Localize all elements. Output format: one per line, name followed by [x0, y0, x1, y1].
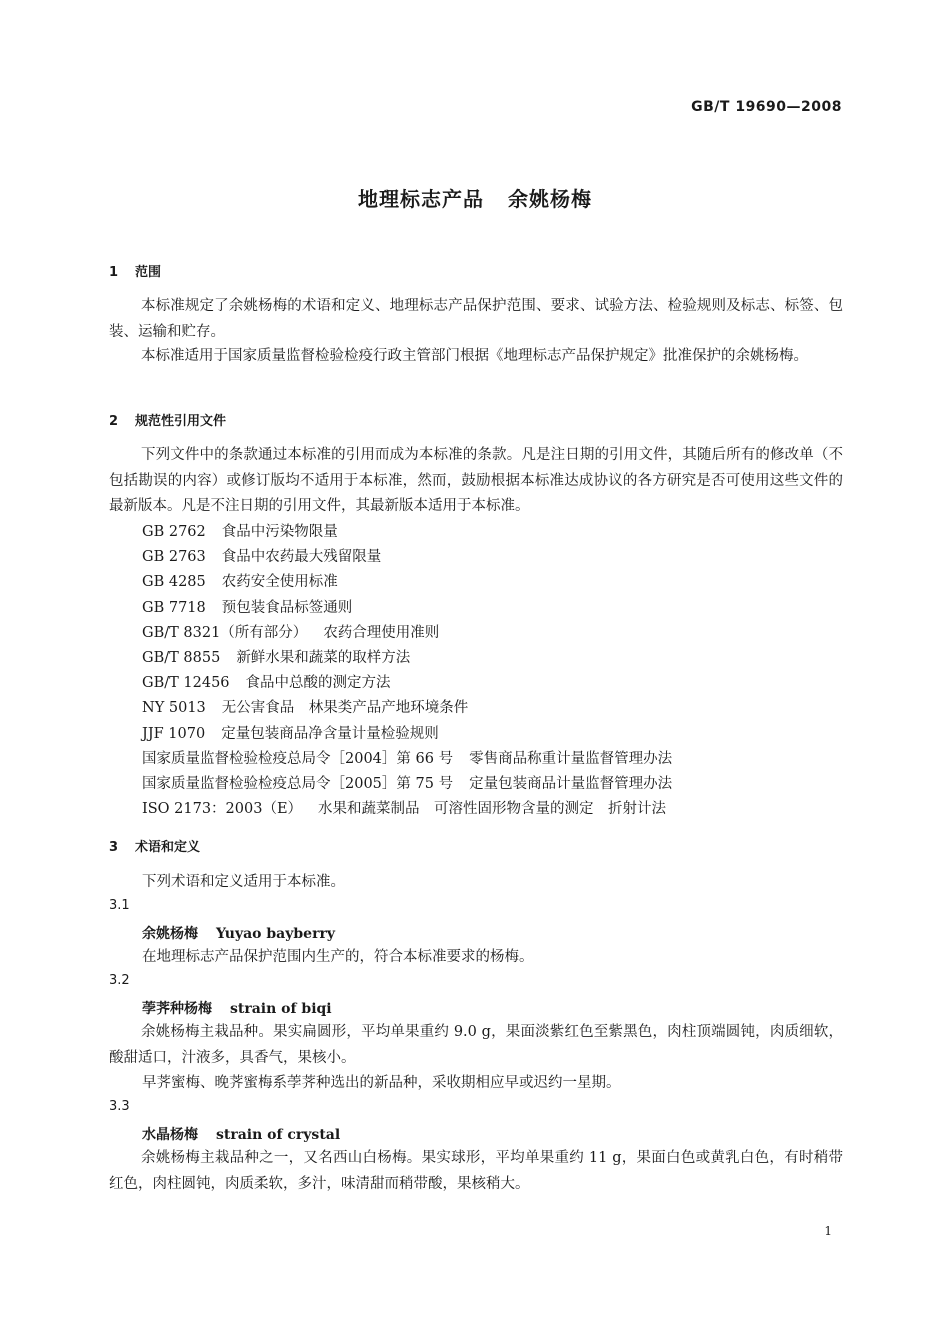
- reference-code: GB 4285: [142, 574, 206, 591]
- reference-code: GB/T 8855: [142, 649, 221, 666]
- reference-code: GB 2763: [142, 549, 206, 566]
- reference-item: [142, 570, 672, 595]
- reference-title: 无公害食品 林果类产品产地环境条件: [221, 700, 469, 717]
- title-part-2: 余姚杨梅: [508, 187, 592, 211]
- reference-title: 农药安全使用标准: [221, 574, 338, 591]
- term-cn: 余姚杨梅: [142, 926, 198, 942]
- reference-code: GB 7718: [142, 599, 206, 616]
- reference-item: [142, 621, 672, 646]
- reference-item: [142, 696, 672, 721]
- term-3-1-definition: 在地理标志产品保护范围内生产的，符合本标准要求的杨梅。: [142, 949, 534, 965]
- term-3-1-title: [142, 923, 335, 943]
- term-cn: 水晶杨梅: [142, 1127, 198, 1143]
- term-3-3-title: [142, 1124, 340, 1144]
- term-cn: 荸荠种杨梅: [142, 1001, 212, 1017]
- section-number: 1: [109, 265, 119, 280]
- section-1-paragraph-2: 本标准适用于国家质量监督检验检疫行政主管部门根据《地理标志产品保护规定》批准保护的余姚杨梅。: [141, 348, 808, 364]
- reference-code: 国家质量监督检验检疫总局令［2004］第 66 号: [142, 750, 454, 767]
- reference-title: 零售商品称重计量监督管理办法: [469, 750, 673, 767]
- reference-title: 食品中总酸的测定方法: [245, 675, 391, 692]
- reference-title: 定量包装商品计量监督管理办法: [469, 775, 673, 792]
- term-3-3-number: 3.3: [109, 1099, 130, 1114]
- reference-item: [142, 520, 672, 545]
- term-3-2-definition-2: 早荠蜜梅、晚荠蜜梅系荸荠种选出的新品种，采收期相应早或迟约一星期。: [142, 1075, 621, 1091]
- reference-title: 水果和蔬菜制品 可溶性固形物含量的测定 折射计法: [318, 801, 667, 818]
- reference-item: [142, 545, 672, 570]
- reference-title: 定量包装商品净含量计量检验规则: [221, 725, 439, 742]
- section-2-heading: [109, 410, 226, 429]
- reference-title: 食品中污染物限量: [221, 524, 338, 540]
- reference-title: 食品中农药最大残留限量: [221, 549, 382, 566]
- section-number: 2: [109, 414, 119, 429]
- reference-code: GB/T 8321（所有部分）: [142, 624, 308, 641]
- reference-title: 农药合理使用准则: [323, 624, 440, 641]
- section-title: 术语和定义: [135, 840, 201, 855]
- reference-code: JJF 1070: [142, 725, 206, 742]
- reference-code: ISO 2173：2003（E）: [142, 801, 303, 818]
- term-3-2-definition-1: 余姚杨梅主栽品种。果实扁圆形，平均单果重约 9.0 g，果面淡紫红色至紫黑色，肉柱顶端圆钝，肉质细软，酸甜适口，汁液多，具香气，果核小。: [109, 1024, 843, 1066]
- reference-code: GB/T 12456: [142, 675, 230, 692]
- section-2-paragraph-1: 下列文件中的条款通过本标准的引用而成为本标准的条款。凡是注日期的引用文件，其随后所有的修改单（不包括勘误的内容）或修订版均不适用于本标准，然而，鼓励根据本标准达成协议的各方研究是否可使用这些文件的最新版本。凡是不注日期的引用文件，其最新版本适用于本标准。: [109, 447, 843, 514]
- reference-item: [142, 772, 672, 797]
- reference-code: GB 2762: [142, 524, 206, 540]
- title-part-1: 地理标志产品: [358, 187, 484, 211]
- standard-code: GB/T 19690—2008: [691, 99, 842, 115]
- term-en: strain of biqi: [230, 1001, 332, 1017]
- section-1-heading: [109, 261, 161, 280]
- section-1-paragraph-1: 本标准规定了余姚杨梅的术语和定义、地理标志产品保护范围、要求、试验方法、检验规则及标志、标签、包装、运输和贮存。: [109, 298, 843, 340]
- section-3-intro: 下列术语和定义适用于本标准。: [142, 874, 345, 890]
- section-title: 范围: [135, 265, 162, 280]
- section-3-heading: [109, 836, 200, 855]
- term-en: Yuyao bayberry: [216, 926, 335, 942]
- reference-item: [142, 646, 672, 671]
- section-number: 3: [109, 840, 119, 855]
- term-3-3-definition: 余姚杨梅主栽品种之一，又名西山白杨梅。果实球形，平均单果重约 11 g，果面白色或黄乳白色，有时稍带红色，肉柱圆钝，肉质柔软，多汁，味清甜而稍带酸，果核稍大。: [109, 1150, 843, 1192]
- reference-item: [142, 797, 672, 822]
- reference-item: [142, 671, 672, 696]
- term-en: strain of crystal: [216, 1127, 341, 1143]
- term-3-2-title: [142, 998, 332, 1018]
- reference-title: 新鲜水果和蔬菜的取样方法: [236, 649, 411, 666]
- reference-item: [142, 747, 672, 772]
- reference-item: [142, 722, 672, 747]
- term-3-1-number: 3.1: [109, 898, 130, 913]
- page-number: 1: [824, 1224, 832, 1238]
- section-title: 规范性引用文件: [135, 414, 227, 429]
- reference-title: 预包装食品标签通则: [221, 599, 353, 616]
- reference-code: 国家质量监督检验检疫总局令［2005］第 75 号: [142, 775, 454, 792]
- reference-code: NY 5013: [142, 700, 206, 717]
- reference-item: [142, 596, 672, 621]
- normative-references-list: [142, 520, 672, 822]
- term-3-2-number: 3.2: [109, 973, 130, 988]
- document-title: [0, 183, 950, 212]
